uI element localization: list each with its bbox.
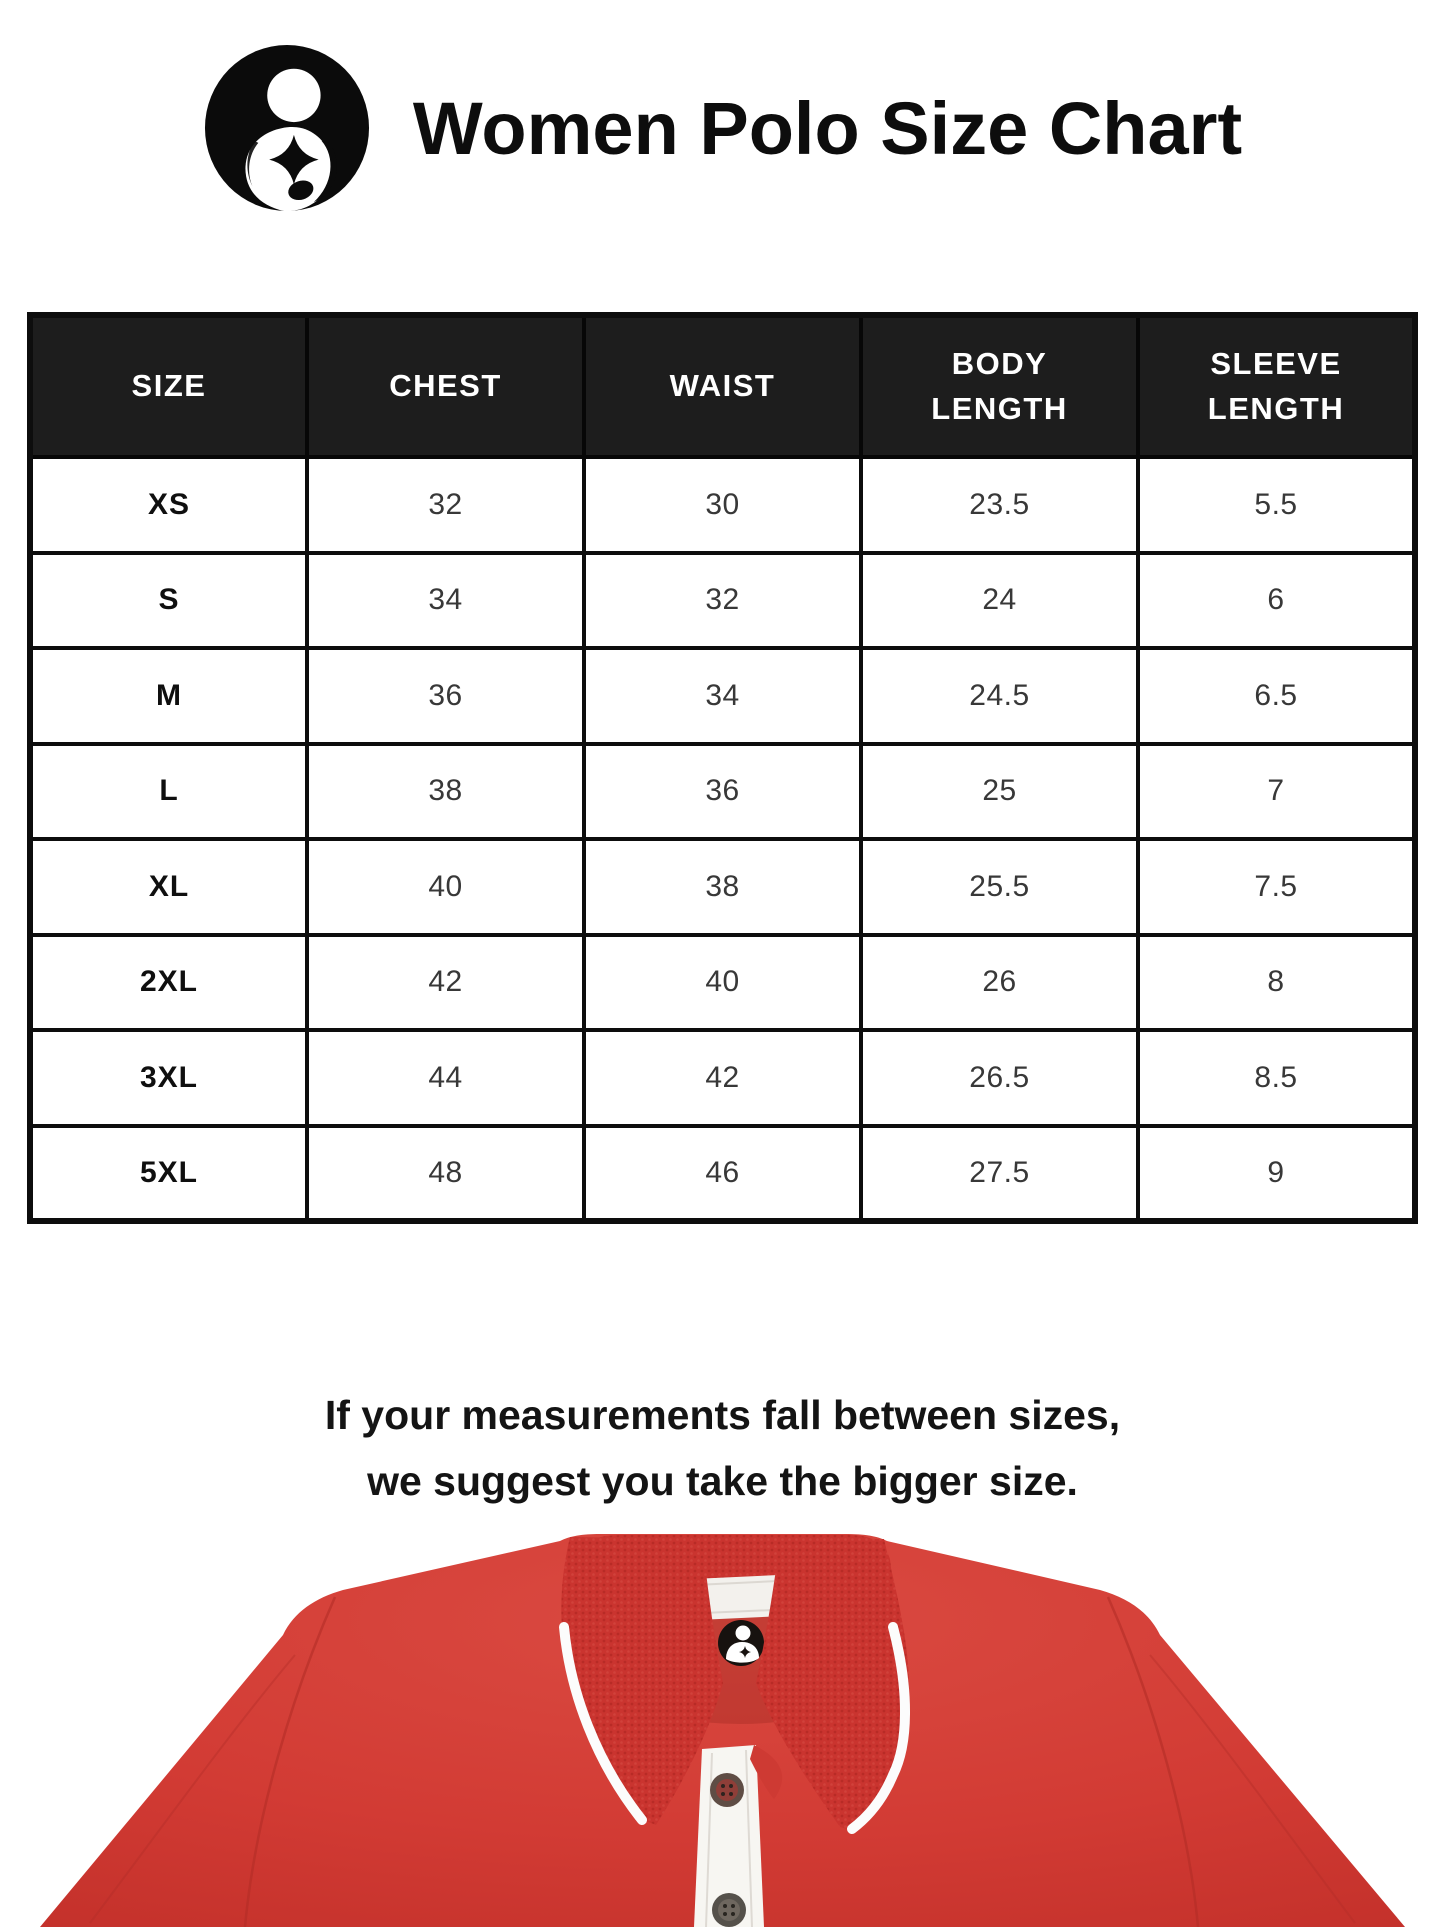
cell-sleeve-length: 8 xyxy=(1138,935,1415,1031)
cell-chest: 38 xyxy=(307,744,584,840)
collar-button-bottom xyxy=(712,1893,746,1927)
col-header-waist: WAIST xyxy=(584,315,861,457)
cell-waist: 42 xyxy=(584,1030,861,1126)
table-row xyxy=(30,648,1415,744)
cell-waist: 36 xyxy=(584,744,861,840)
sizing-note-line2: we suggest you take the bigger size. xyxy=(367,1458,1078,1505)
cell-size: 2XL xyxy=(30,935,307,1031)
cell-body-length: 25.5 xyxy=(861,839,1138,935)
cell-waist: 38 xyxy=(584,839,861,935)
cell-sleeve-length: 7 xyxy=(1138,744,1415,840)
cell-sleeve-length: 5.5 xyxy=(1138,457,1415,553)
cell-size: L xyxy=(30,744,307,840)
size-table xyxy=(27,312,1418,1224)
cell-sleeve-length: 6 xyxy=(1138,553,1415,649)
cell-sleeve-length: 7.5 xyxy=(1138,839,1415,935)
cell-size: XL xyxy=(30,839,307,935)
cell-chest: 42 xyxy=(307,935,584,1031)
cell-body-length: 23.5 xyxy=(861,457,1138,553)
cell-size: 5XL xyxy=(30,1126,307,1222)
cell-size: XS xyxy=(30,457,307,553)
brand-header xyxy=(0,40,1445,216)
table-row xyxy=(30,1126,1415,1222)
table-row xyxy=(30,839,1415,935)
polo-shirt-illustration xyxy=(0,1527,1445,1927)
red-polo-shirt-photo xyxy=(0,1527,1445,1927)
cell-chest: 48 xyxy=(307,1126,584,1222)
cell-sleeve-length: 8.5 xyxy=(1138,1030,1415,1126)
cell-size: 3XL xyxy=(30,1030,307,1126)
size-table-header-row xyxy=(30,315,1415,457)
cell-body-length: 24 xyxy=(861,553,1138,649)
cell-sleeve-length: 9 xyxy=(1138,1126,1415,1222)
cell-chest: 40 xyxy=(307,839,584,935)
cell-waist: 40 xyxy=(584,935,861,1031)
cell-body-length: 25 xyxy=(861,744,1138,840)
col-header-body-length: BODY LENGTH xyxy=(861,315,1138,457)
cell-size: S xyxy=(30,553,307,649)
cell-waist: 32 xyxy=(584,553,861,649)
cell-size: M xyxy=(30,648,307,744)
cell-body-length: 26.5 xyxy=(861,1030,1138,1126)
collar-brand-logo-icon xyxy=(718,1620,764,1666)
cell-body-length: 26 xyxy=(861,935,1138,1031)
cell-chest: 32 xyxy=(307,457,584,553)
col-header-chest: CHEST xyxy=(307,315,584,457)
table-row xyxy=(30,457,1415,553)
cell-chest: 36 xyxy=(307,648,584,744)
col-header-sleeve-length: SLEEVE LENGTH xyxy=(1138,315,1415,457)
sizing-note-line1: If your measurements fall between sizes, xyxy=(324,1392,1121,1438)
table-row xyxy=(30,1030,1415,1126)
sizing-note xyxy=(0,1382,1445,1515)
cell-body-length: 24.5 xyxy=(861,648,1138,744)
cell-chest: 44 xyxy=(307,1030,584,1126)
collar-button-top xyxy=(710,1773,744,1807)
cell-waist: 34 xyxy=(584,648,861,744)
table-row xyxy=(30,935,1415,1031)
cell-sleeve-length: 6.5 xyxy=(1138,648,1415,744)
table-row xyxy=(30,553,1415,649)
cell-waist: 46 xyxy=(584,1126,861,1222)
table-row xyxy=(30,744,1415,840)
cell-body-length: 27.5 xyxy=(861,1126,1138,1222)
cell-chest: 34 xyxy=(307,553,584,649)
cell-waist: 30 xyxy=(584,457,861,553)
mother-and-child-logo-icon xyxy=(203,44,371,212)
page-title: Women Polo Size Chart xyxy=(412,86,1243,170)
size-table-section xyxy=(27,312,1418,1224)
col-header-size: SIZE xyxy=(30,315,307,457)
